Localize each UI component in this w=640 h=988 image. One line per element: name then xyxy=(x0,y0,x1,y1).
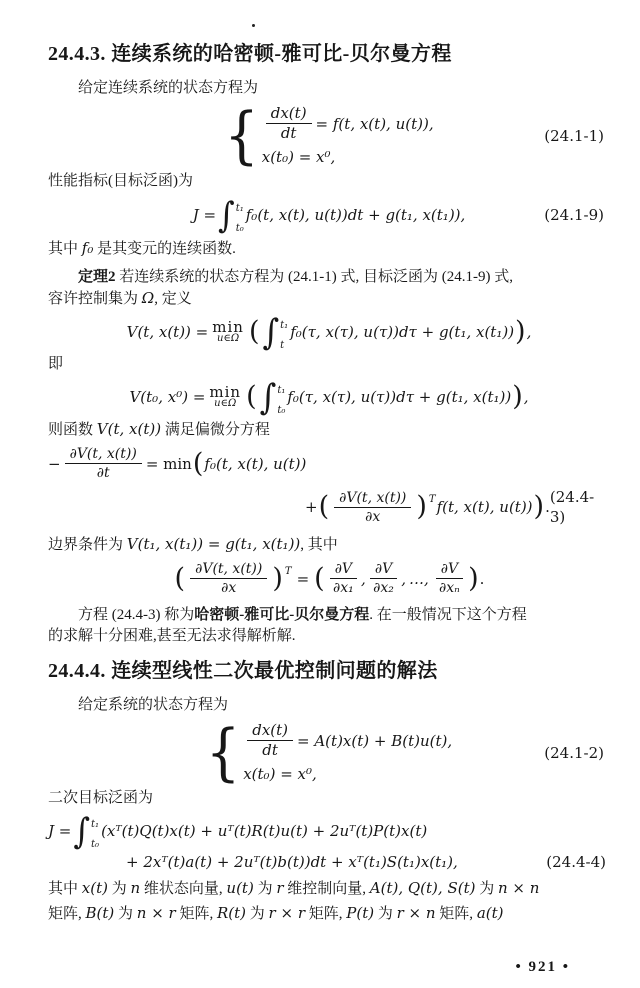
section-heading-24-4-4: 24.4.4. 连续型线性二次最优控制问题的解法 xyxy=(48,660,438,682)
paragraph-note-f0: 其中 f₀ 是其变元的连续函数. xyxy=(48,239,236,257)
quadratic-line1-body: (xᵀ(t)Q(t)x(t) + uᵀ(t)R(t)u(t) + 2uᵀ(t)P(t)x(t) xyxy=(101,822,428,840)
integral xyxy=(73,810,100,852)
fraction-dVdxn: $\frac{\partial V}{\text{∂xₙ}}$ xyxy=(436,561,463,596)
fraction-dVdx: $\frac{\partial V(t, x(t))}{\partial x}$ xyxy=(190,561,267,596)
equals-min: = min xyxy=(145,454,192,473)
value-function-lhs: V(t₀, x⁰) = xyxy=(129,388,206,406)
paragraph-quadratic-functional: 二次目标泛函为 xyxy=(48,790,154,806)
paragraph-closing-line2: 的求解十分困难,甚至无法求得解析解. xyxy=(48,628,296,644)
state-equation-rhs: = f(t, x(t), u(t)), xyxy=(315,114,434,133)
paragraph-theorem-line2: 容许控制集为 Ω, 定义 xyxy=(48,289,192,307)
trailing-comma: , xyxy=(523,388,529,406)
trailing-comma: , xyxy=(526,323,532,341)
section-heading-24-4-3: 24.4.3. 连续系统的哈密顿-雅可比-贝尔曼方程 xyxy=(48,43,452,65)
fraction-dVdt: $\frac{\partial V(t, x(t))}{\partial t}$ xyxy=(65,446,142,481)
paragraph-theorem-line1: 定理2 若连续系统的状态方程为 (24.1-1) 式, 目标泛函为 (24.1-9) 式, xyxy=(78,269,513,285)
integral xyxy=(262,311,289,353)
plus-sign: + xyxy=(305,498,318,516)
cases-block: { $\frac{dx(t)}{dt}$ = f(t, x(t), u(t)), x(t₀) = x⁰, xyxy=(224,99,434,172)
fraction-dVdx: $\frac{\partial V(t, x(t))}{\partial x}$ xyxy=(334,490,411,525)
fraction-dVdx1: $\frac{\partial V}{\text{∂x₁}}$ xyxy=(330,561,357,596)
period: . xyxy=(479,569,485,588)
integral-lower-limit: t₀ xyxy=(91,839,100,850)
hjb-line1-body: f₀(t, x(t), u(t)) xyxy=(204,454,307,473)
scan-speck xyxy=(252,24,255,27)
equation-label-24-1-2: (24.1-2) xyxy=(544,744,604,762)
transpose-superscript: T xyxy=(428,494,436,505)
initial-condition: x(t₀) = x⁰, xyxy=(261,148,336,166)
paragraph-where-line1: 其中 x(t) 为 n 维状态向量, u(t) 为 r 维控制向量, A(t), Q(t), S(t) 为 n × n xyxy=(48,879,540,897)
ellipsis: …, xyxy=(408,569,429,588)
initial-condition: x(t₀) = x⁰, xyxy=(243,765,317,783)
state-equation-rhs: = A(t)x(t) + B(t)u(t), xyxy=(297,731,453,750)
integral-sign: ∫ xyxy=(259,376,277,418)
integral-lower-limit: t xyxy=(280,340,285,351)
equation-24-1-2 xyxy=(48,716,610,789)
period: . xyxy=(545,498,550,516)
comma: , xyxy=(361,569,366,588)
paragraph-intro-443: 给定连续系统的状态方程为 xyxy=(78,80,259,96)
cases-block: { $\frac{dx(t)}{dt}$ = A(t)x(t) + B(t)u(t), x(t₀) = x⁰, xyxy=(205,716,453,789)
integral-upper-limit: t₁ xyxy=(280,320,289,331)
functional-body: f₀(t, x(t), u(t))dt + g(t₁, x(t₁)), xyxy=(245,206,466,224)
paragraph-ji: 即 xyxy=(48,356,64,372)
minus-sign: − xyxy=(48,454,61,473)
equation-label-24-4-3: (24.4-3) xyxy=(549,488,595,526)
equation-gradient: ( $\frac{\partial V(t, x(t))}{\partial x}$ ) T = ( $\frac{\partial V}{\text{∂x₁}}$ , $\frac{\partial V}{\text{∂x₂}}$ , …, $\frac{\partial V}{\text{∂xₙ}}$ ) . xyxy=(174,561,485,596)
paragraph-performance-index: 性能指标(目标泛函)为 xyxy=(48,173,193,189)
equation-value-function-initial: V(t₀, x⁰) = min u∈Ω ( ∫ t₁ t₀ f₀(τ, x(τ), u(τ))dτ + g(t₁, x(t₁)) ) , xyxy=(48,380,610,414)
functional-lhs: J = xyxy=(192,206,217,224)
paragraph-intro-444: 给定系统的状态方程为 xyxy=(78,697,229,713)
equation-label-24-4-4: (24.4-4) xyxy=(546,853,606,871)
value-function-lhs: V(t, x(t)) = xyxy=(126,323,209,341)
page-number: • 921 • xyxy=(515,959,570,975)
integral-lower-limit: t₀ xyxy=(235,223,244,234)
integral-upper-limit: t₁ xyxy=(91,819,100,830)
equals-sign: = xyxy=(296,569,310,588)
value-function-body: f₀(τ, x(τ), u(τ))dτ + g(t₁, x(t₁)) xyxy=(287,388,512,406)
functional-lhs: J = xyxy=(48,822,72,840)
paragraph-boundary-condition: 边界条件为 V(t₁, x(t₁)) = g(t₁, x(t₁)), 其中 xyxy=(48,535,338,553)
paragraph-pde-intro: 则函数 V(t, x(t)) 满足偏微分方程 xyxy=(48,420,270,438)
hjb-line2-body: f(t, x(t), u(t)) xyxy=(436,498,533,516)
integral-sign: ∫ xyxy=(218,194,235,236)
transpose-superscript: T xyxy=(284,565,292,577)
min-operator: min u∈Ω xyxy=(209,383,242,409)
equation-24-1-1 xyxy=(48,99,610,172)
comma: , xyxy=(401,569,406,588)
integral-upper-limit: t₁ xyxy=(277,385,286,396)
fraction-dxdt: $\frac{dx(t)}{dt}$ xyxy=(266,105,312,142)
fraction-dxdt: $\frac{dx(t)}{dt}$ xyxy=(247,722,293,759)
paragraph-closing-line1: 方程 (24.4-3) 称为哈密顿-雅可比-贝尔曼方程. 在一般情况下这个方程 xyxy=(78,607,527,623)
integral-upper-limit: t₁ xyxy=(235,203,244,214)
integral xyxy=(259,376,286,418)
integral-sign: ∫ xyxy=(262,311,280,353)
paragraph-where-line2: 矩阵, B(t) 为 n × r 矩阵, R(t) 为 r × r 矩阵, P(t) 为 r × n 矩阵, a(t) xyxy=(48,904,504,922)
integral xyxy=(218,194,244,236)
equation-value-function: V(t, x(t)) = min u∈Ω ( ∫ t₁ t f₀(τ, x(τ), u(τ))dτ + g(t₁, x(t₁)) ) , xyxy=(48,315,610,349)
equation-24-1-9 xyxy=(48,194,610,236)
quadratic-line2-body: + 2xᵀ(t)a(t) + 2uᵀ(t)b(t))dt + xᵀ(t₁)S(t₁)x(t₁), xyxy=(126,853,458,871)
value-function-body: f₀(τ, x(τ), u(τ))dτ + g(t₁, x(t₁)) xyxy=(290,323,515,341)
fraction-dVdx2: $\frac{\partial V}{\text{∂x₂}}$ xyxy=(370,561,397,596)
integral-lower-limit: t₀ xyxy=(277,405,286,416)
integral-sign: ∫ xyxy=(73,810,91,852)
min-operator: min u∈Ω xyxy=(212,318,244,344)
equation-24-4-3: − $\frac{\partial V(t, x(t))}{\partial t}$ = min ( f₀(t, x(t), u(t)) + ( $\frac{\partial V(t, x(t))}{\partial x}$ ) T f(t, x(t), u(t)) ) . (24.4-3) xyxy=(48,446,610,527)
equation-24-4-4 xyxy=(48,810,610,872)
equation-label-24-1-9: (24.1-9) xyxy=(544,206,604,224)
equation-label-24-1-1: (24.1-1) xyxy=(544,127,604,145)
